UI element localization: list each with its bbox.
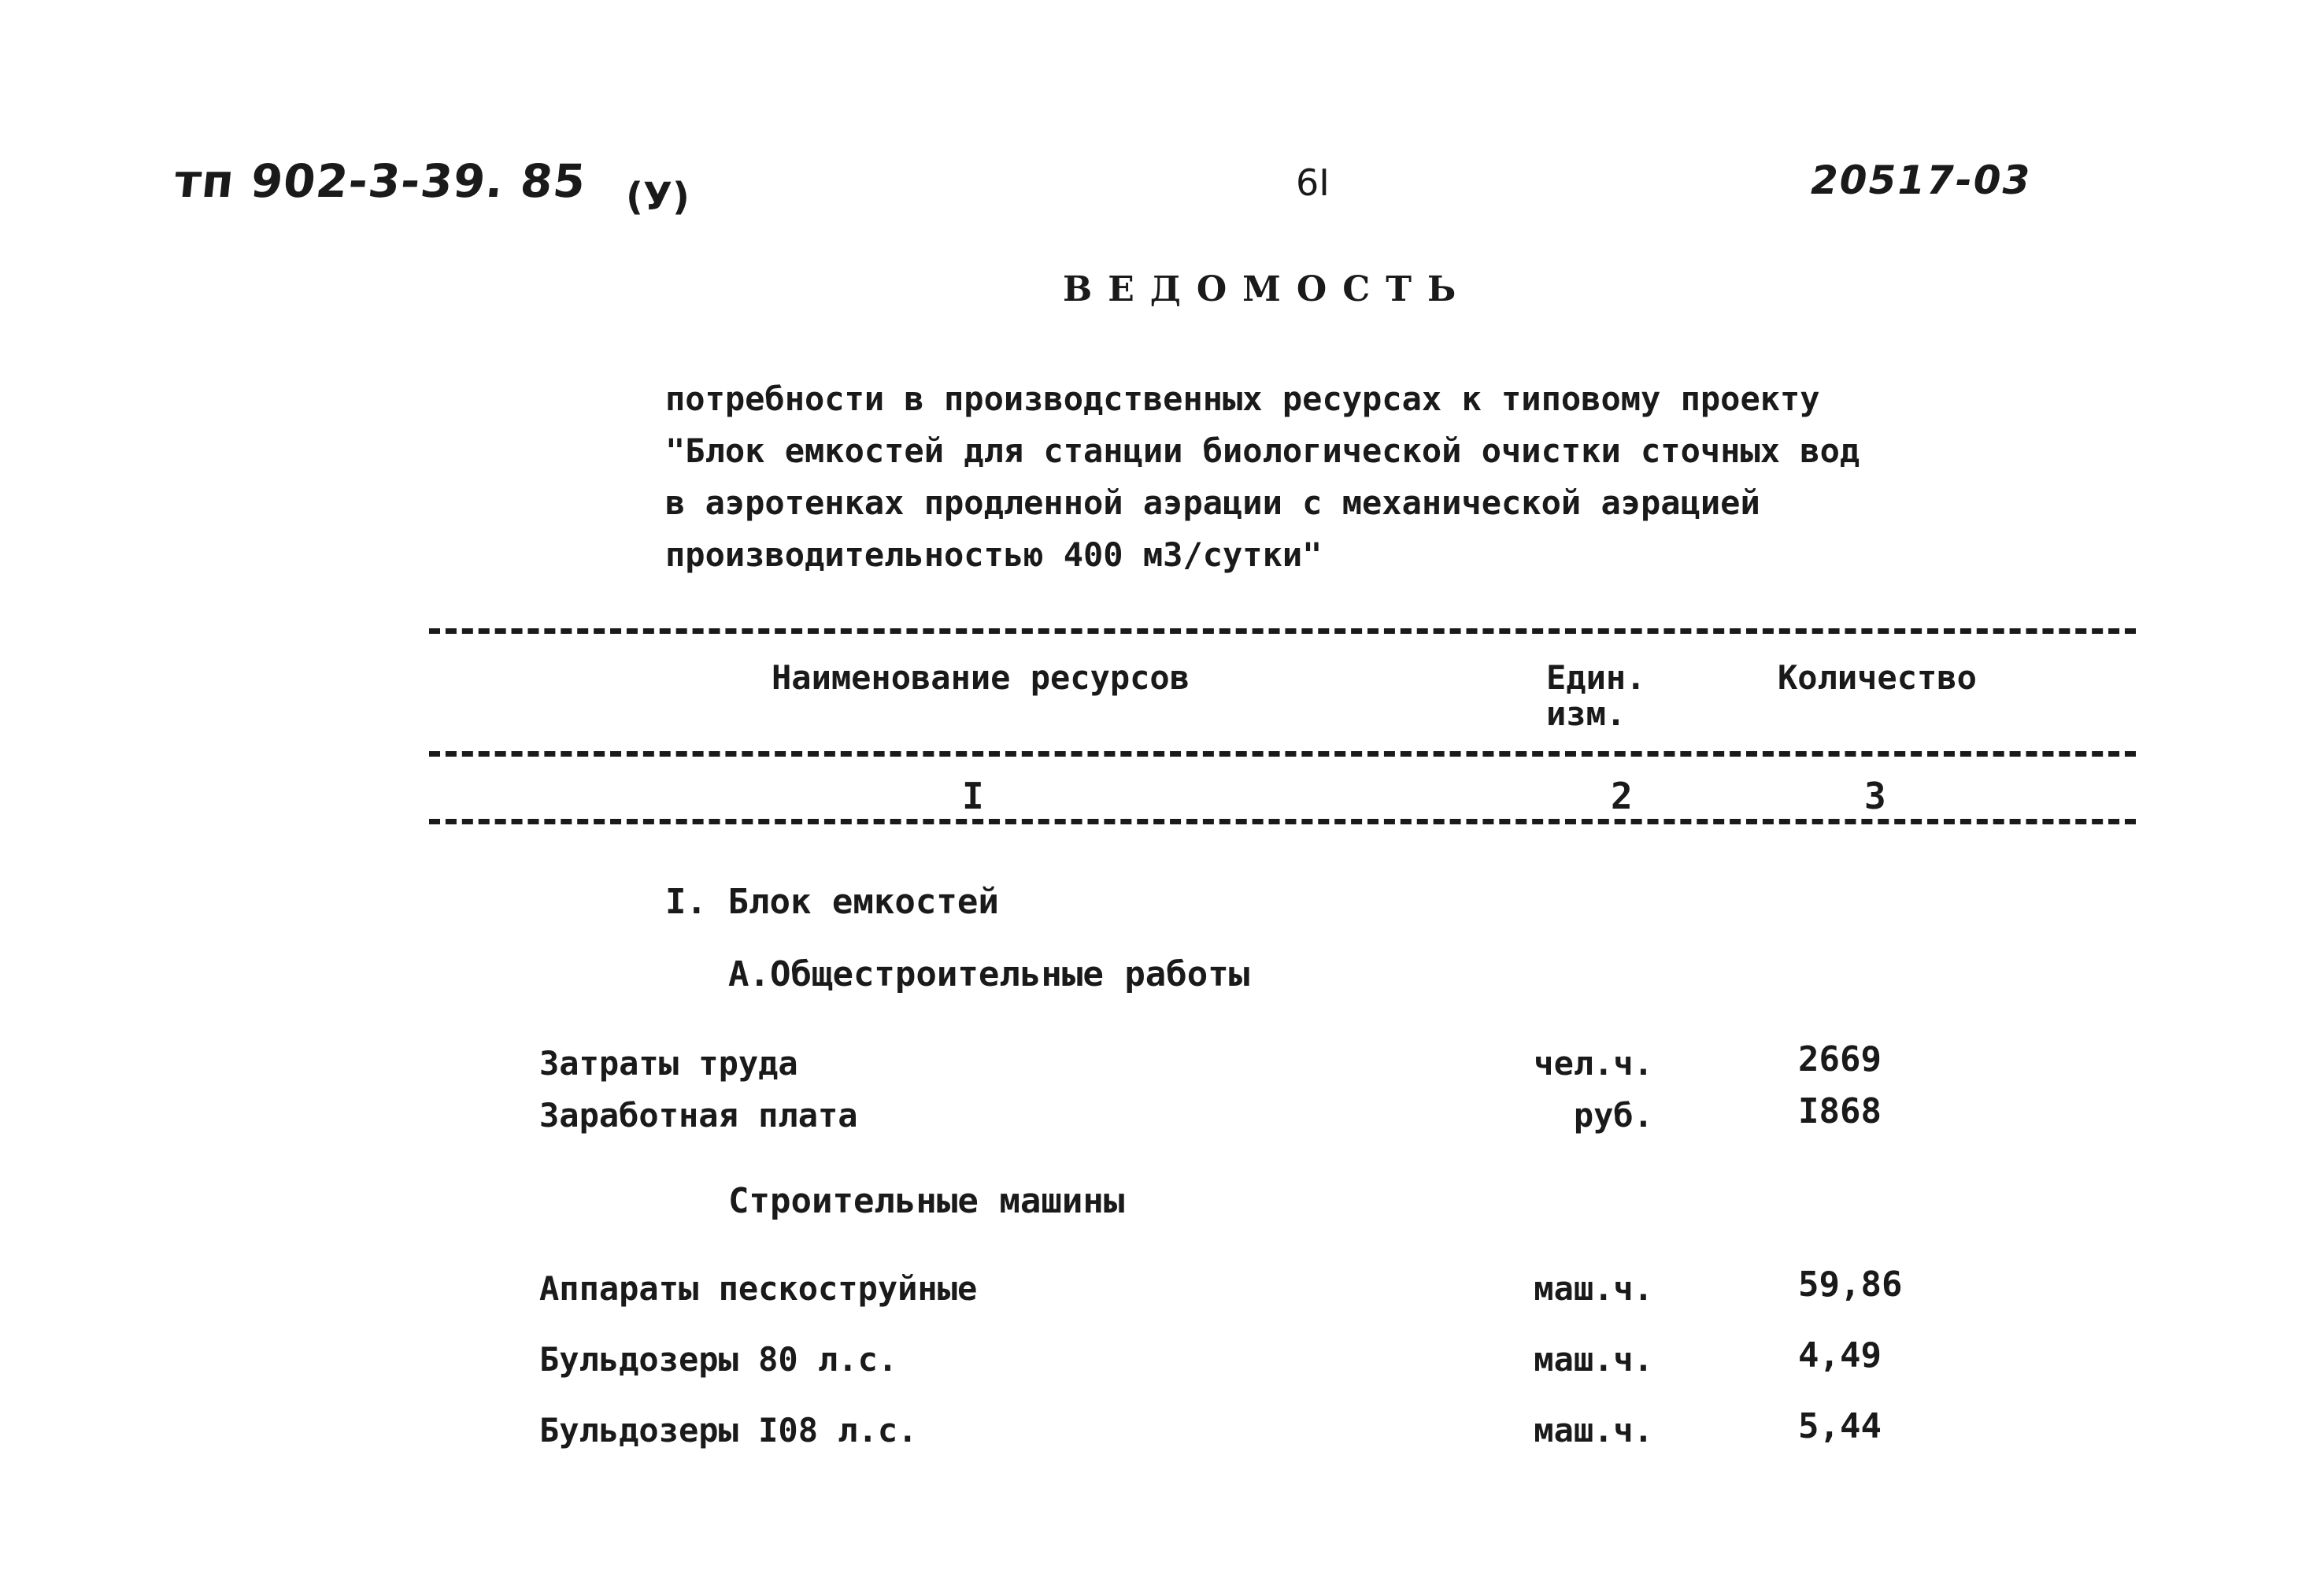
- table-rule-top: [429, 628, 2136, 634]
- row-unit: маш.ч.: [1534, 1411, 1653, 1450]
- row-quantity: 5,44: [1798, 1406, 1882, 1446]
- project-code: тп 902-3-39. 85: [172, 154, 589, 208]
- table-rule-middle: [429, 751, 2136, 757]
- header-quantity: Количество: [1778, 658, 1977, 697]
- row-quantity: I868: [1798, 1091, 1882, 1131]
- intro-line-1: потребности в производственных ресурсах к типовому проекту: [665, 380, 1820, 418]
- intro-line-3: в аэротенках продленной аэрации с механической аэрацией: [665, 483, 1760, 522]
- column-number-1: I: [957, 775, 989, 817]
- page-number: 6I: [1296, 161, 1330, 204]
- subsection-general-works: А.Общестроительные работы: [728, 954, 1250, 994]
- intro-line-4: производительностью 400 м3/сутки": [665, 535, 1323, 574]
- row-unit: чел.ч.: [1534, 1044, 1653, 1083]
- column-number-2: 2: [1606, 775, 1638, 817]
- archive-code: 20517-03: [1811, 157, 2032, 203]
- row-name: Бульдозеры 80 л.с.: [539, 1340, 898, 1379]
- variant-mark: (У): [626, 175, 690, 219]
- document-title: ВЕДОМОСТЬ: [1063, 269, 1472, 309]
- header-unit-line1: Един.: [1546, 658, 1646, 697]
- intro-line-2: "Блок емкостей для станции биологической очистки сточных вод: [665, 431, 1860, 470]
- subsection-construction-machines: Строительные машины: [728, 1181, 1125, 1221]
- column-number-3: 3: [1860, 775, 1891, 817]
- row-name: Бульдозеры I08 л.с.: [539, 1411, 918, 1450]
- header-unit-line2: изм.: [1546, 694, 1626, 733]
- row-quantity: 4,49: [1798, 1335, 1882, 1376]
- row-quantity: 59,86: [1798, 1264, 1903, 1305]
- row-unit: маш.ч.: [1534, 1269, 1653, 1308]
- section-title: I. Блок емкостей: [665, 882, 999, 922]
- row-unit: маш.ч.: [1534, 1340, 1653, 1379]
- row-quantity: 2669: [1798, 1039, 1882, 1079]
- table-rule-bottom: [429, 819, 2136, 824]
- row-name: Заработная плата: [539, 1096, 858, 1135]
- row-name: Затраты труда: [539, 1044, 798, 1083]
- row-unit: руб.: [1573, 1096, 1653, 1135]
- header-resource-name: Наименование ресурсов: [772, 658, 1190, 697]
- row-name: Аппараты пескоструйные: [539, 1269, 978, 1308]
